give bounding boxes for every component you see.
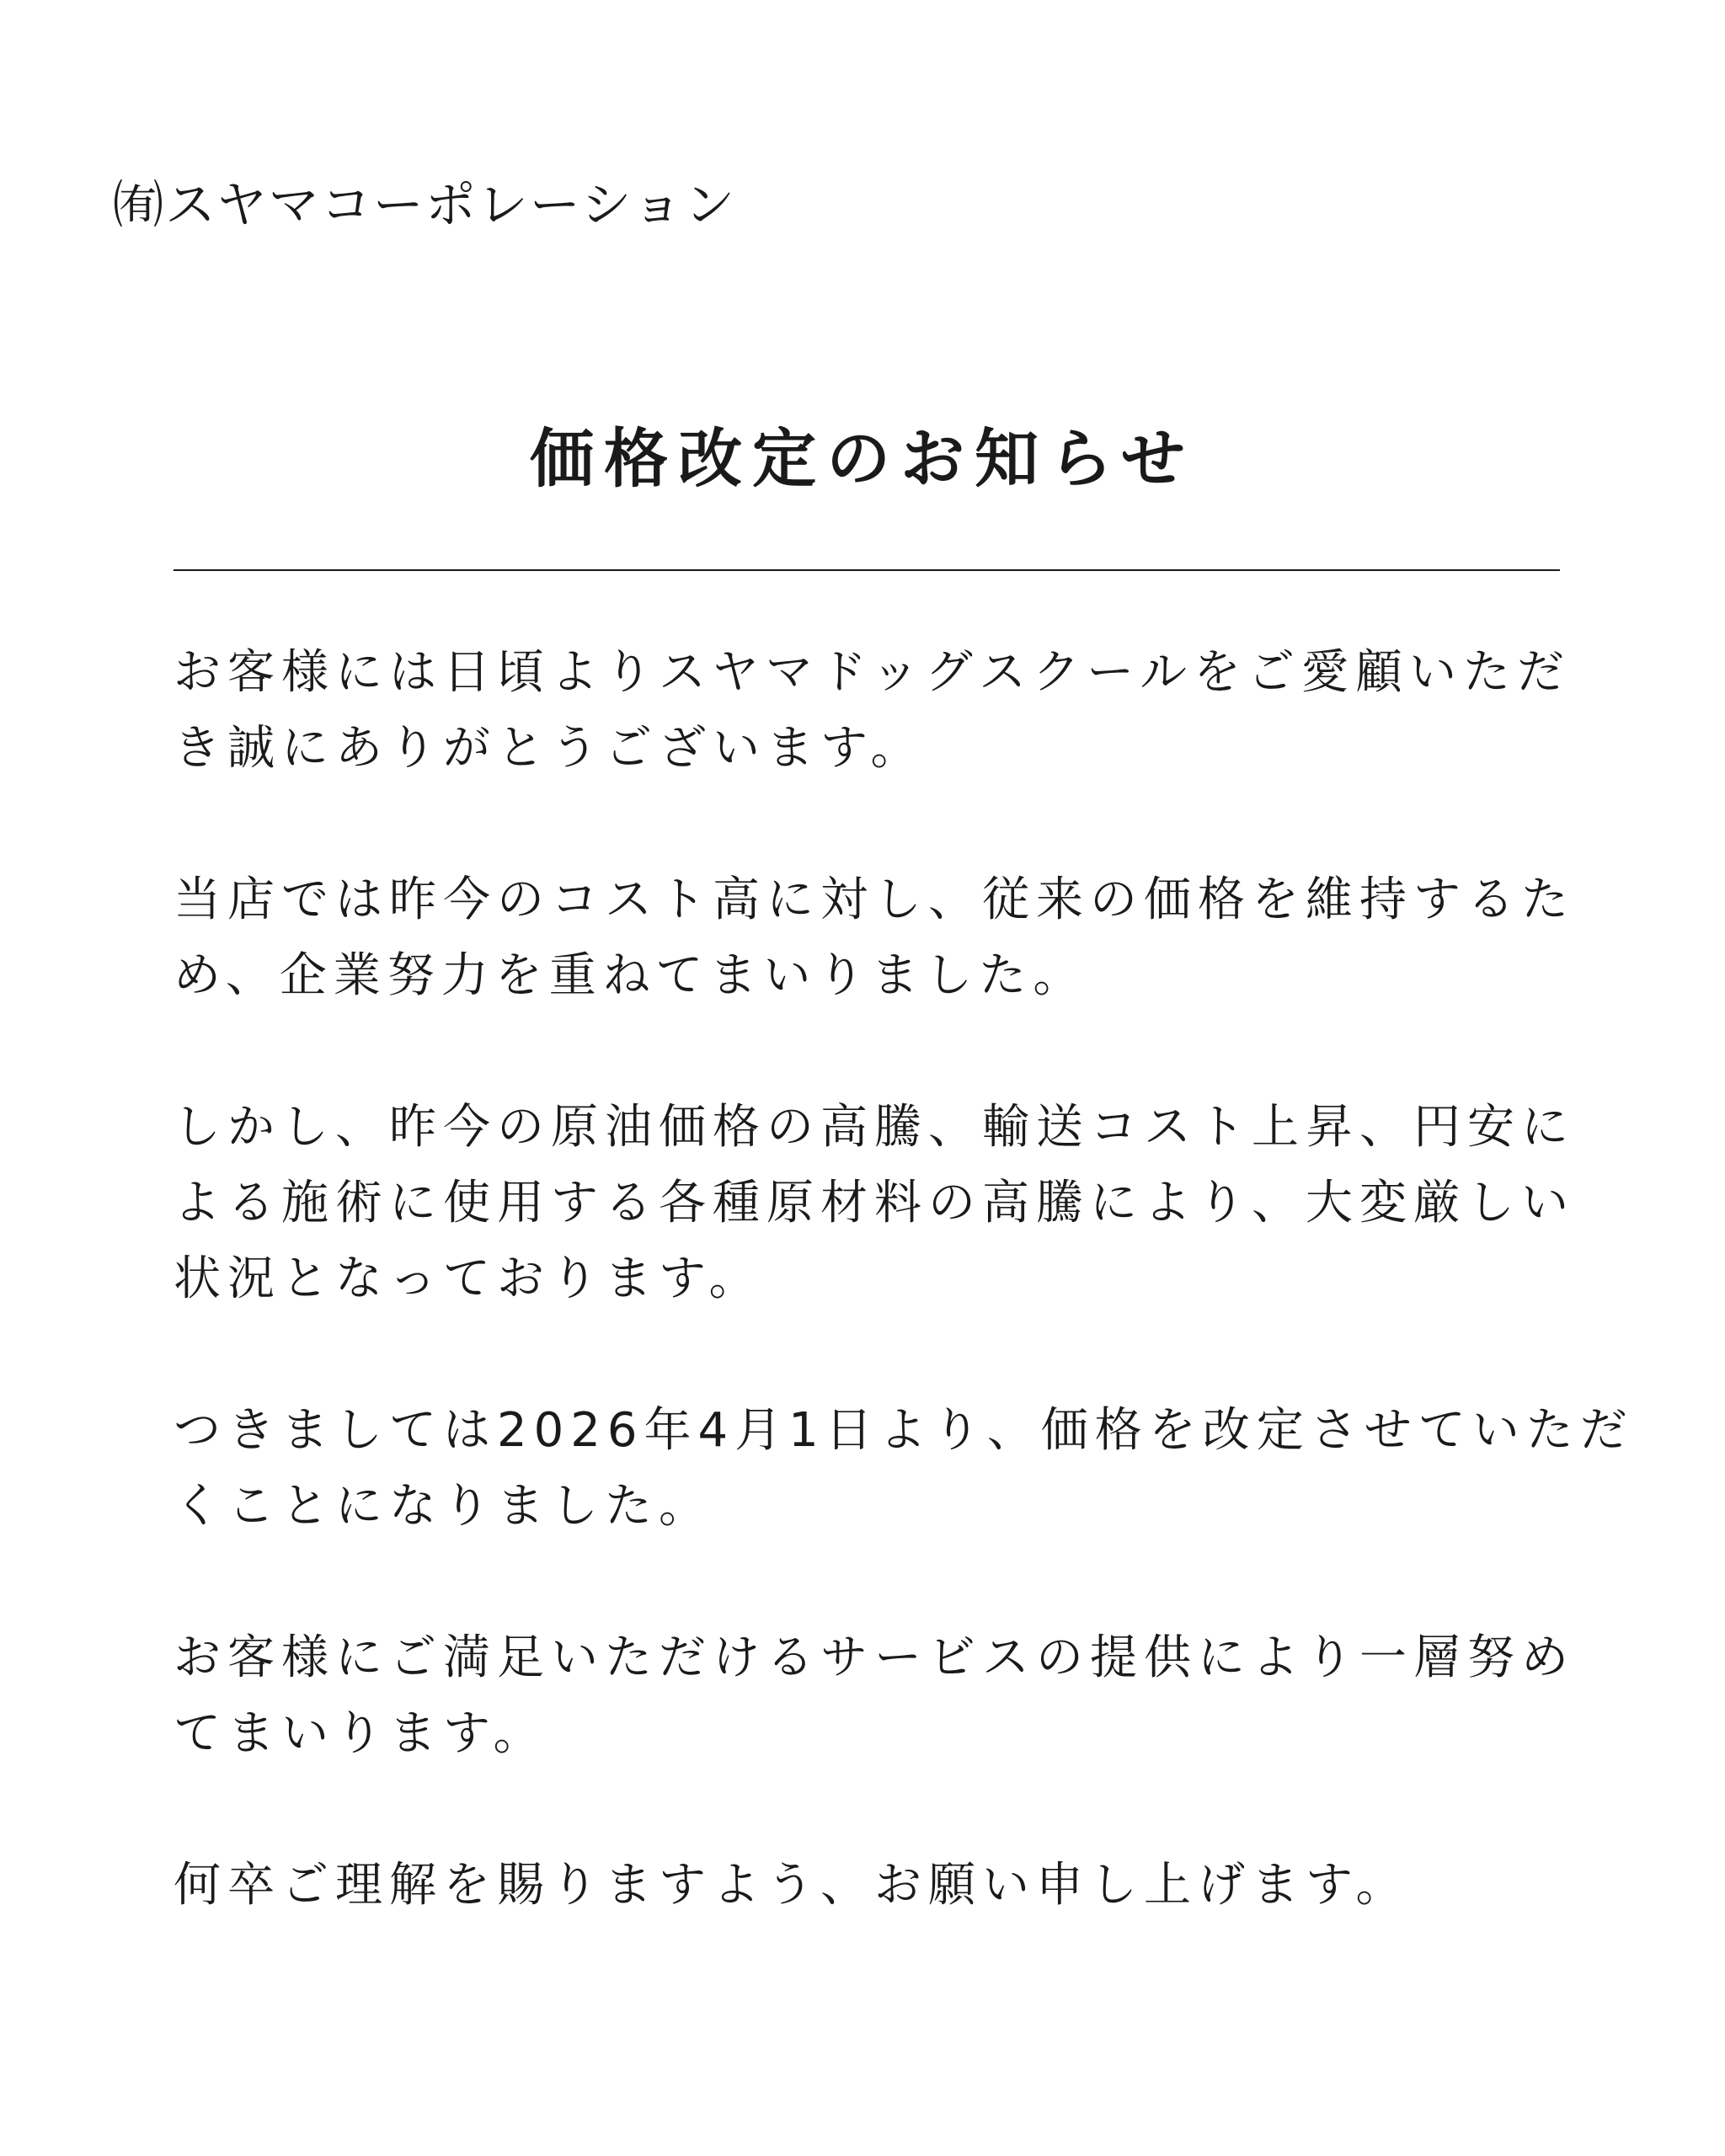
paragraph-effort [174, 862, 1575, 1014]
notice-body [174, 635, 1634, 1999]
paragraph-closing [174, 1848, 1572, 1924]
paragraph-line: お客様にご満足いただけるサービスの提供により一層努め [174, 1630, 1575, 1685]
paragraph-line: 状況となっております。 [174, 1251, 763, 1306]
title-divider [174, 569, 1560, 571]
paragraph-greeting [174, 635, 1572, 787]
paragraph-line: め、企業努力を重ねてまいりました。 [174, 948, 1087, 1003]
paragraph-line: しかし、昨今の原油価格の高騰、輸送コスト上昇、円安に [174, 1100, 1575, 1155]
paragraph-circumstances [174, 1090, 1575, 1317]
company-name: ㈲スヤマコーポレーション [113, 176, 737, 235]
page-title: 価格改定のお知らせ [530, 421, 1195, 496]
paragraph-commitment [174, 1620, 1575, 1772]
paragraph-line: お客様には日頃よりスヤマドッグスクールをご愛顧いただ [174, 645, 1571, 700]
paragraph-line: つきましては2026年4月1日より、価格を改定させていただ [174, 1403, 1634, 1458]
paragraph-line: くことになりました。 [174, 1479, 713, 1534]
paragraph-line: てまいります。 [174, 1706, 547, 1761]
paragraph-line: き誠にありがとうございます。 [174, 721, 925, 776]
paragraph-line: 何卒ご理解を賜りますよう、お願い申し上げます。 [174, 1858, 1410, 1913]
paragraph-line: よる施術に使用する各種原材料の高騰により、大変厳しい [174, 1176, 1575, 1230]
paragraph-line: 当店では昨今のコスト高に対し、従来の価格を維持するた [174, 873, 1575, 927]
paragraph-revision-date [174, 1393, 1634, 1545]
